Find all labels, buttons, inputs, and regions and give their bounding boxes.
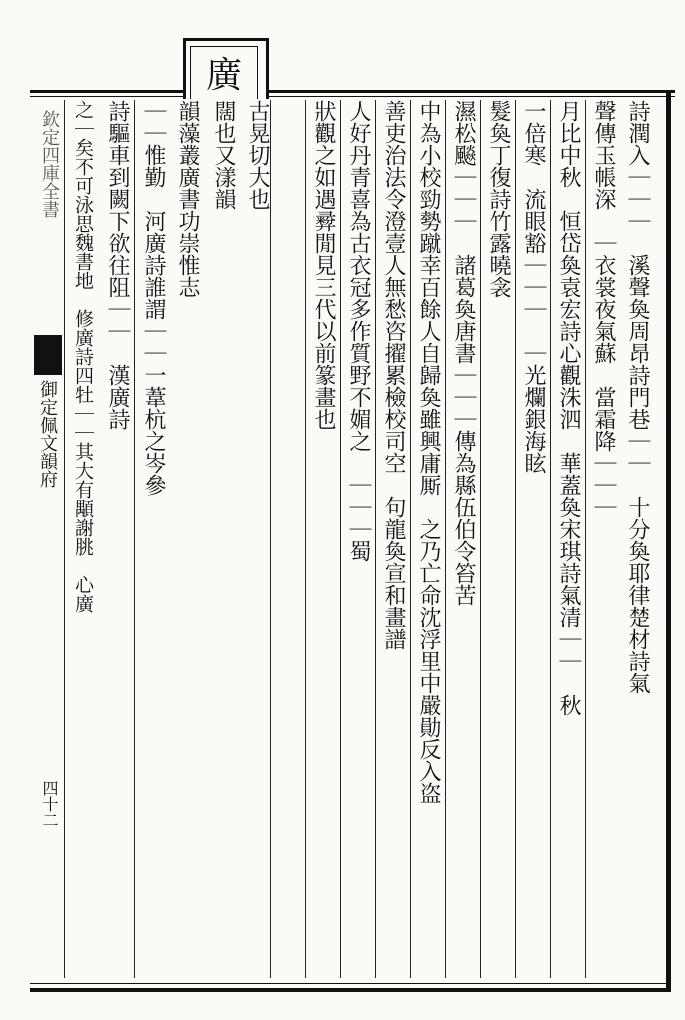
margin-fish-tail — [34, 335, 62, 375]
column-rule — [270, 100, 271, 978]
page-frame-bottom — [30, 988, 671, 992]
page-frame-right — [666, 90, 671, 990]
page-frame-top-inner — [30, 96, 675, 97]
column-rule — [64, 100, 65, 978]
text-column: 髮奐丁復詩竹露曉衾 — [486, 100, 511, 298]
column-rule — [134, 100, 135, 978]
margin-top-text: 欽定四庫全書 — [39, 110, 60, 218]
text-column: 詩驅車到闕下欲往阻｜｜ 漢廣詩 — [105, 100, 130, 430]
page-frame-bottom-inner — [30, 983, 671, 984]
text-column: ｜｜惟勤 河廣詩誰謂｜｜一葦杭之岑參 — [141, 100, 166, 496]
headword: 廣 — [205, 55, 242, 96]
text-column: 人好丹青喜為古衣冠多作質野不媚之 ｜｜｜蜀 — [346, 100, 371, 562]
text-column: 月比中秋 恒岱奐袁宏詩心觀洙泗 華蓋奐宋琪詩氣清｜｜ 秋 — [556, 100, 581, 716]
text-column: 韻藻叢廣書功崇惟志 — [175, 100, 200, 298]
text-column: 濕松飈｜｜｜ 諸葛奐唐書｜｜｜傳為縣伍伯令笞苦 — [451, 100, 476, 606]
page-frame-top — [30, 90, 675, 93]
text-column: 善吏治法令澄壹人無愁咨擢累檢校司空 句龍奐宣和畫譜 — [381, 100, 406, 650]
text-column: 聲傳玉帳深 ｜衣裳夜氣蘇 當霜降｜｜｜ — [591, 100, 616, 518]
text-column: 詩潤入｜｜｜ 溪聲奐周昂詩門巷｜｜ 十分奐耶律楚材詩氣 — [625, 100, 650, 694]
text-column: 狀觀之如遇彛閒見三代以前篆畫也 — [311, 100, 336, 430]
text-column: 一倍寒 流眼豁｜｜｜ ｜光爛銀海眩 — [521, 100, 546, 474]
margin-title: 御定佩文韻府 — [37, 380, 58, 488]
text-column: 古晃切大也 — [245, 100, 270, 210]
text-column: 闊也又漾韻 — [211, 100, 236, 210]
text-column: 中為小校勁勢蹴幸百餘人自歸奐雖興庸厮 之乃亡命沈浮里中嚴勛反入盗 — [416, 100, 441, 804]
margin-page-number: 四十二 — [40, 780, 59, 828]
text-column: 之｜矣不可泳思魏書地 修廣詩四牡｜｜其大有顒謝朓 心廣 — [72, 100, 94, 613]
